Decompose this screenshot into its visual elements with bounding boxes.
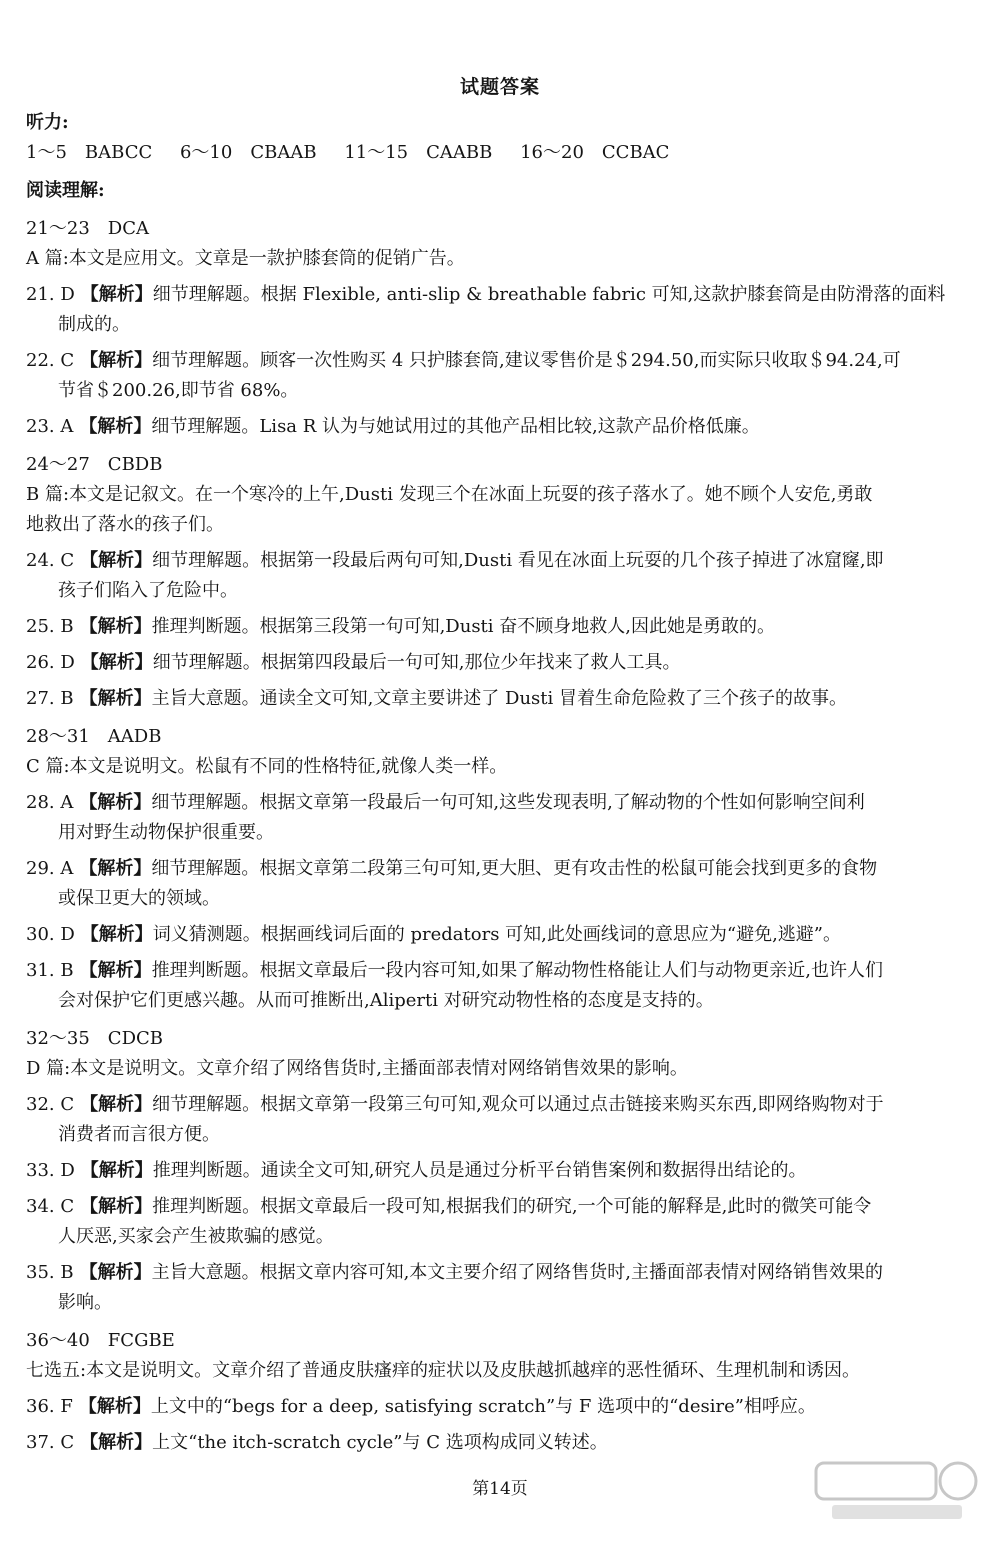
analysis-tag: 【解析】 <box>80 284 153 305</box>
answer-item <box>26 648 976 678</box>
question-number: 32. C <box>26 1094 75 1115</box>
analysis-text: 推理判断题。通读全文可知,研究人员是通过分析平台销售案例和数据得出结论的。 <box>152 1160 807 1181</box>
passage-intro: A 篇:本文是应用文。文章是一款护膝套筒的促销广告。 <box>26 248 465 269</box>
listening-group: 6～10 CBAAB <box>179 142 317 163</box>
analysis-text-cont: 人厌恶,买家会产生被欺骗的感觉。 <box>58 1226 334 1247</box>
question-number: 29. A <box>26 858 74 879</box>
analysis-text: 推理判断题。根据第三段第一句可知,Dusti 奋不顾身地救人,因此她是勇敢的。 <box>151 616 775 637</box>
answer-range: 24～27 CBDB <box>26 454 163 475</box>
analysis-tag: 【解析】 <box>79 616 152 637</box>
analysis-text: 细节理解题。根据文章第一段最后一句可知,这些发现表明,了解动物的个性如何影响空间利 <box>151 792 865 813</box>
analysis-tag: 【解析】 <box>80 1432 153 1453</box>
analysis-text: 细节理解题。根据文章第二段第三句可知,更大胆、更有攻击性的松鼠可能会找到更多的食物 <box>151 858 878 879</box>
analysis-text: 细节理解题。根据第一段最后两句可知,Dusti 看见在冰面上玩耍的几个孩子掉进了冰窟窿,即 <box>152 550 884 571</box>
answer-item <box>26 346 976 406</box>
answer-item <box>26 956 976 1016</box>
analysis-text-cont: 节省＄200.26,即节省 68%。 <box>58 380 299 401</box>
question-number: 34. C <box>26 1196 75 1217</box>
answer-item <box>26 1090 976 1150</box>
question-number: 33. D <box>26 1160 75 1181</box>
question-number: 25. B <box>26 616 74 637</box>
page-number: 第14页 <box>472 1479 528 1499</box>
analysis-tag: 【解析】 <box>79 858 152 879</box>
analysis-tag: 【解析】 <box>80 1160 153 1181</box>
answer-item <box>26 1428 976 1458</box>
analysis-text: 主旨大意题。根据文章内容可知,本文主要介绍了网络售货时,主播面部表情对网络销售效果的 <box>151 1262 884 1283</box>
analysis-tag: 【解析】 <box>79 416 152 437</box>
passage-intro: 七选五:本文是说明文。文章介绍了普通皮肤瘙痒的症状以及皮肤越抓越痒的恶性循环、生理机制和诱因。 <box>26 1360 861 1381</box>
answer-item <box>26 854 976 914</box>
listening-answers <box>26 138 976 168</box>
answer-item <box>26 1392 976 1422</box>
analysis-text: 上文“the itch-scratch cycle”与 C 选项构成同义转述。 <box>152 1432 608 1453</box>
analysis-tag: 【解析】 <box>80 1196 153 1217</box>
question-number: 30. D <box>26 924 75 945</box>
passage-intro: C 篇:本文是说明文。松鼠有不同的性格特征,就像人类一样。 <box>26 756 508 777</box>
analysis-tag: 【解析】 <box>80 1094 153 1115</box>
analysis-text: 细节理解题。根据文章第一段第三句可知,观众可以通过点击链接来购买东西,即网络购物对于 <box>152 1094 884 1115</box>
answer-range: 32～35 CDCB <box>26 1028 164 1049</box>
answer-item <box>26 612 976 642</box>
answer-item <box>26 920 976 950</box>
answer-item <box>26 684 976 714</box>
analysis-text: 细节理解题。根据 Flexible, anti-slip & breathable fabric 可知,这款护膝套筒是由防滑落的面料 <box>152 284 946 305</box>
listening-group: 11～15 CAABB <box>344 142 493 163</box>
analysis-text: 推理判断题。根据文章最后一段可知,根据我们的研究,一个可能的解释是,此时的微笑可能令 <box>152 1196 872 1217</box>
question-number: 23. A <box>26 416 74 437</box>
analysis-text-cont: 或保卫更大的领域。 <box>58 888 220 909</box>
analysis-tag: 【解析】 <box>79 1262 152 1283</box>
answer-item <box>26 546 976 606</box>
listening-group: 16～20 CCBAC <box>520 142 670 163</box>
question-number: 27. B <box>26 688 74 709</box>
analysis-tag: 【解析】 <box>79 960 152 981</box>
question-number: 37. C <box>26 1432 75 1453</box>
page-title: 试题答案 <box>459 76 540 98</box>
analysis-text: 上文中的“begs for a deep, satisfying scratch”与 F 选项中的“desire”相呼应。 <box>150 1396 816 1417</box>
reading-label: 阅读理解: <box>26 180 105 201</box>
analysis-tag: 【解析】 <box>78 1396 151 1417</box>
answer-range: 28～31 AADB <box>26 726 162 747</box>
answer-range: 36～40 FCGBE <box>26 1330 175 1351</box>
answer-item <box>26 1192 976 1252</box>
analysis-text-cont: 影响。 <box>58 1292 112 1313</box>
answer-item <box>26 412 976 442</box>
analysis-tag: 【解析】 <box>79 792 152 813</box>
analysis-text: 主旨大意题。通读全文可知,文章主要讲述了 Dusti 冒着生命危险救了三个孩子的故事。 <box>151 688 847 709</box>
analysis-text: 词义猜测题。根据画线词后面的 predators 可知,此处画线词的意思应为“避免,逃避”。 <box>152 924 842 945</box>
reading-sections <box>26 214 976 1458</box>
watermark-logo-icon <box>812 1455 982 1525</box>
question-number: 24. C <box>26 550 75 571</box>
passage-intro: B 篇:本文是记叙文。在一个寒冷的上午,Dusti 发现三个在冰面上玩耍的孩子落水了。她不顾个人安危,勇敢 <box>26 484 873 505</box>
answer-item <box>26 280 976 340</box>
question-number: 35. B <box>26 1262 74 1283</box>
analysis-text-cont: 用对野生动物保护很重要。 <box>58 822 274 843</box>
analysis-tag: 【解析】 <box>80 350 153 371</box>
question-number: 22. C <box>26 350 75 371</box>
answer-content <box>26 108 976 1458</box>
answer-item <box>26 788 976 848</box>
passage-intro: D 篇:本文是说明文。文章介绍了网络售货时,主播面部表情对网络销售效果的影响。 <box>26 1058 688 1079</box>
analysis-tag: 【解析】 <box>80 652 153 673</box>
analysis-text: 推理判断题。根据文章最后一段内容可知,如果了解动物性格能让人们与动物更亲近,也许人们 <box>151 960 884 981</box>
question-number: 26. D <box>26 652 75 673</box>
answer-item <box>26 1258 976 1318</box>
analysis-text: 细节理解题。顾客一次性购买 4 只护膝套筒,建议零售价是＄294.50,而实际只收取＄94.24,可 <box>152 350 901 371</box>
answer-range: 21～23 DCA <box>26 218 150 239</box>
passage-intro-cont: 地救出了落水的孩子们。 <box>26 514 224 535</box>
answer-item <box>26 1156 976 1186</box>
analysis-text-cont: 制成的。 <box>58 314 130 335</box>
analysis-tag: 【解析】 <box>80 924 153 945</box>
analysis-text-cont: 消费者而言很方便。 <box>58 1124 220 1145</box>
listening-group: 1～5 BABCC <box>26 142 153 163</box>
question-number: 21. D <box>26 284 75 305</box>
question-number: 28. A <box>26 792 74 813</box>
question-number: 31. B <box>26 960 74 981</box>
analysis-text-cont: 孩子们陷入了危险中。 <box>58 580 238 601</box>
analysis-text: 细节理解题。根据第四段最后一句可知,那位少年找来了救人工具。 <box>152 652 681 673</box>
analysis-text-cont: 会对保护它们更感兴趣。从而可推断出,Aliperti 对研究动物性格的态度是支持的。 <box>58 990 714 1011</box>
analysis-text: 细节理解题。Lisa R 认为与她试用过的其他产品相比较,这款产品价格低廉。 <box>151 416 760 437</box>
analysis-tag: 【解析】 <box>80 550 153 571</box>
analysis-tag: 【解析】 <box>79 688 152 709</box>
listening-label: 听力: <box>26 112 69 133</box>
question-number: 36. F <box>26 1396 73 1417</box>
